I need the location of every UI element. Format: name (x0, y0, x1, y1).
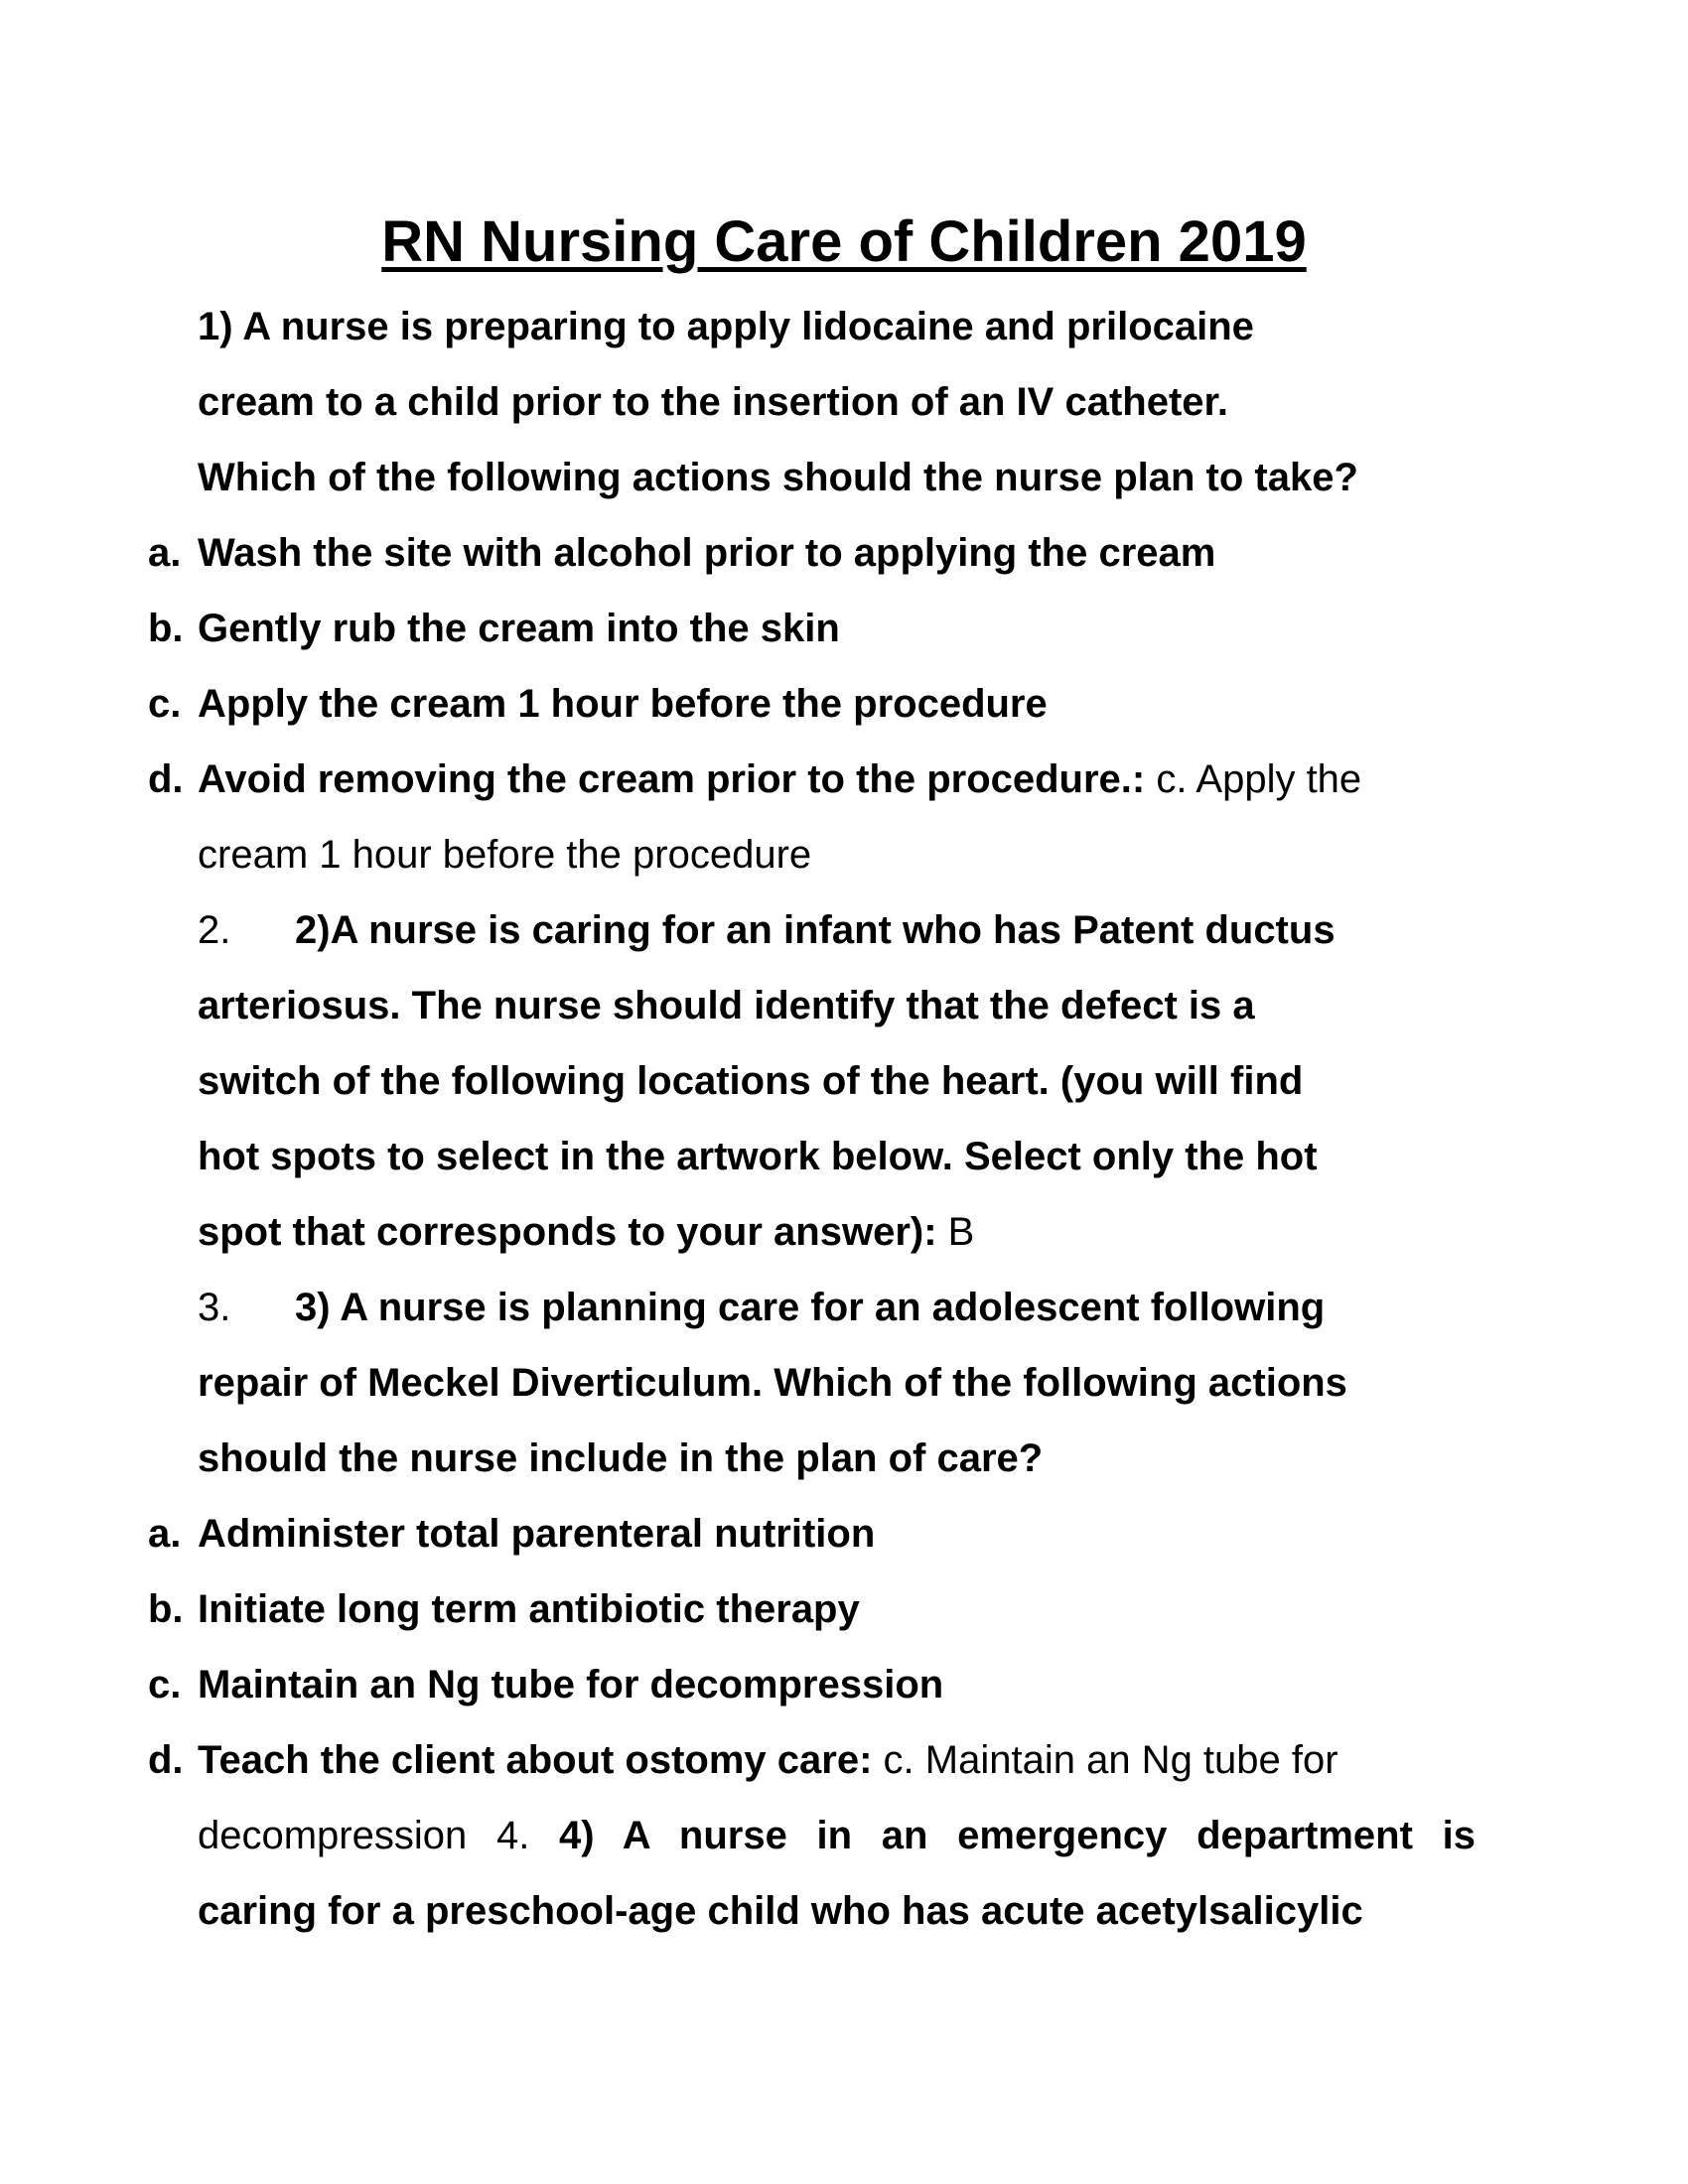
question-prompt-line (198, 906, 1336, 954)
option-text: Administer total parenteral nutrition (198, 1512, 876, 1556)
question-prompt-line: Which of the following actions should the nurse plan to take? (198, 456, 1358, 499)
option-letter: c. (148, 1663, 182, 1706)
prompt-text: 4) A nurse in an emergency department is (559, 1814, 1476, 1857)
answer-text: decompression (198, 1814, 468, 1857)
mixed-line (198, 1812, 1476, 1859)
option-letter: b. (148, 607, 184, 650)
prompt-text: 3) A nurse is planning care for an adolescent following (295, 1286, 1326, 1329)
page-title: RN Nursing Care of Children 2019 (381, 209, 1307, 274)
option-letter: d. (148, 757, 184, 801)
option-text: Teach the client about ostomy care: (198, 1738, 873, 1782)
question-number: 3. (198, 1286, 231, 1329)
option-text: Apply the cream 1 hour before the procedure (198, 682, 1048, 726)
question-prompt-line: cream to a child prior to the insertion of an IV catheter. (198, 380, 1228, 424)
answer-text: cream 1 hour before the procedure (198, 833, 812, 877)
option-letter: d. (148, 1738, 184, 1782)
question-prompt-line: arteriosus. The nurse should identify that the defect is a (198, 984, 1255, 1027)
option-text: Gently rub the cream into the skin (198, 607, 840, 650)
option-line (198, 1736, 1338, 1784)
question-number: 2. (198, 908, 231, 952)
prompt-text: spot that corresponds to your answer): (198, 1210, 937, 1254)
answer-text: B (947, 1210, 975, 1254)
question-prompt-line: caring for a preschool-age child who has acute acetylsalicylic (198, 1889, 1363, 1933)
answer-text: c. Maintain an Ng tube for (883, 1738, 1338, 1782)
question-prompt-line: repair of Meckel Diverticulum. Which of the following actions (198, 1361, 1347, 1405)
question-prompt-line (198, 1208, 974, 1256)
option-text: Maintain an Ng tube for decompression (198, 1663, 944, 1706)
question-prompt-line: hot spots to select in the artwork below. Select only the hot (198, 1135, 1318, 1178)
question-prompt-line: 1) A nurse is preparing to apply lidocaine and prilocaine (198, 305, 1254, 348)
question-prompt-line: switch of the following locations of the heart. (you will find (198, 1059, 1304, 1103)
option-line (198, 755, 1361, 803)
option-letter: a. (148, 531, 182, 575)
option-letter: a. (148, 1512, 182, 1556)
question-number: 4. (495, 1814, 530, 1857)
option-letter: c. (148, 682, 182, 726)
option-text: Avoid removing the cream prior to the procedure.: (198, 757, 1146, 801)
question-prompt-line: should the nurse include in the plan of care? (198, 1436, 1044, 1480)
option-letter: b. (148, 1587, 184, 1631)
option-text: Initiate long term antibiotic therapy (198, 1587, 860, 1631)
answer-text: c. Apply the (1156, 757, 1362, 801)
question-prompt-line (198, 1284, 1325, 1331)
option-text: Wash the site with alcohol prior to applying the cream (198, 531, 1216, 575)
prompt-text: 2)A nurse is caring for an infant who has Patent ductus (295, 908, 1336, 952)
